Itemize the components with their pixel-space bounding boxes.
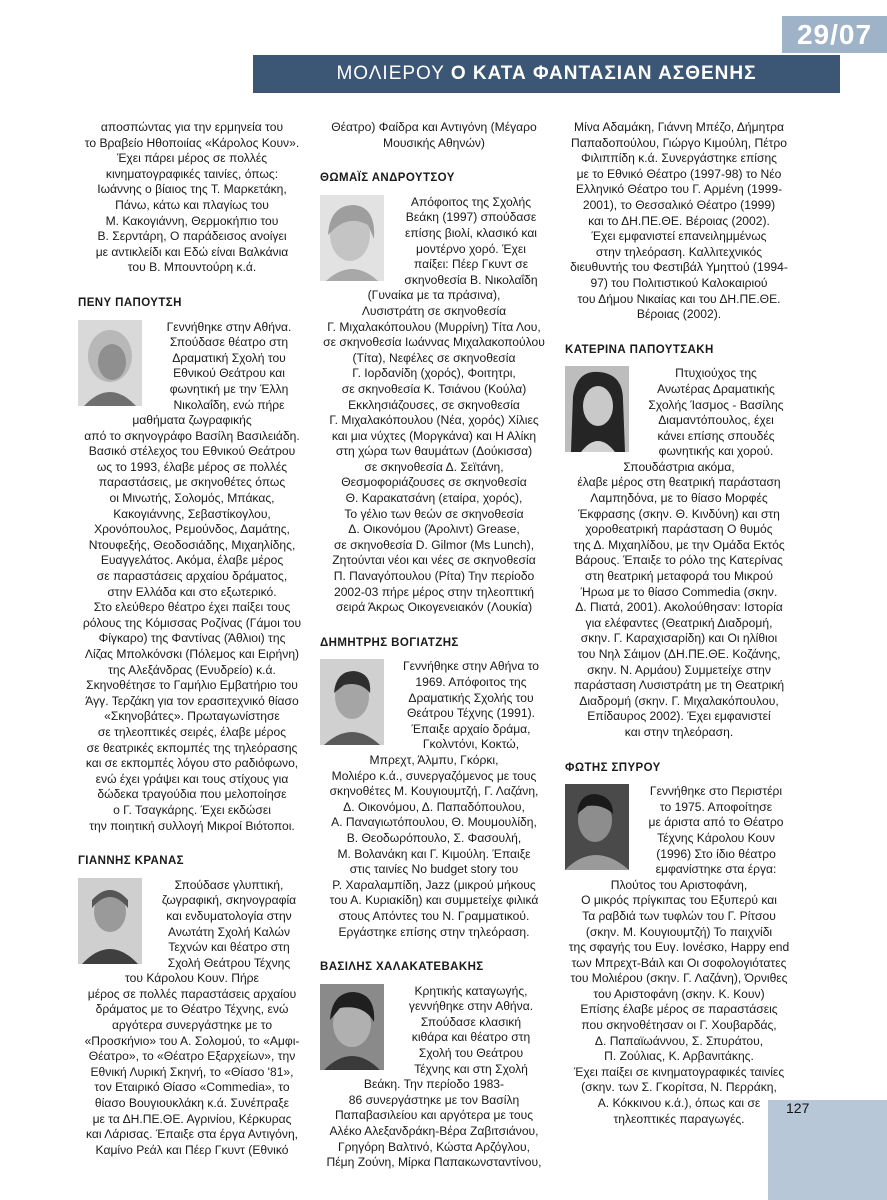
text-line: της Αλεξάνδρας (Ενυδρείο) κ.ά. [108,662,276,677]
text-line: σκηνοθεσία Β. Νικολαΐδη [404,272,538,287]
text-line: Εκκλησιάζουσες, σε σκηνοθεσία [348,397,520,412]
text-line: στην τηλεόραση. Καλλιτεχνικός [595,244,763,259]
portrait-photo [565,784,629,870]
text-line: «Σκηνοβάτες». Πρωταγωνίστησε [104,709,280,724]
text-line: Ανωτέρας Δραματικής [657,381,775,396]
bio-giannis-kranas [78,854,306,1158]
text-line: τον Εταιρικό Θίασο «Commedia», το [94,1080,290,1095]
text-line: Θεάτρου Τέχνης (1991). [406,706,535,721]
text-line: στους Απόντες του Ν. Γραμματικού. [338,908,530,923]
text-line: την ποιητική συλλογή Μικροί Βιότοποι. [89,818,295,833]
bio-name: ΠΕΝΥ ΠΑΠΟΥΤΣΗ [78,296,182,309]
text-line: αργότερα συνεργάστηκε με το [111,1018,273,1033]
text-line: Τέχνης Κάρολου Κουν [657,830,775,845]
text-line: Σχολή Θεάτρου Τέχνης [167,955,291,970]
text-line: παίξει: Πέερ Γκυντ σε [413,257,529,272]
text-line: ενώ έχει γράψει και τους στίχους για [95,771,289,786]
text-line: και μια νύχτες (Μοργκάνα) και Η Αλίκη [331,428,537,443]
text-line: Γ. Μιχαλακόπουλου (Νέα, χορός) Χίλιες [329,413,539,428]
text-line: του Β. Μπουντούρη κ.ά. [127,260,257,275]
text-line: Λυσιστράτη σε σκηνοθεσία [361,303,507,318]
text-line: δράματος με το Θέατρο Τέχνης, ενώ [95,1002,289,1017]
text-line: Καμίνο Ρεάλ και Πέερ Γκυντ (Εθνικό [95,1142,289,1157]
text-line: διευθυντής του Φεστιβάλ Υμηττού (1994- [570,260,788,275]
text-line: της σφαγής του Ευγ. Ιονέσκο, Happy end [568,940,790,955]
text-line: Φιλιππίδη κ.ά. Συνεργάστηκε επίσης [580,151,778,166]
text-line: και ενδυματολογία στην [166,908,292,923]
text-line: Χρονόπουλος, Ρεμούνδος, Δαμάτης, [94,522,290,537]
text-line: Θ. Καρακατσάνη (εταίρα, χορός), [345,491,523,506]
text-line: κιθάρα και θέατρο στη [411,1030,531,1045]
text-line: Ελληνικό Θέατρο του Γ. Αρμένη (1999- [575,182,783,197]
text-line: του Νηλ Σάιμον (ΔΗ.ΠΕ.ΘΕ. Κοζάνης, [577,647,781,661]
text-line: θίασο Βουγιουκλάκη κ.ά. Συνέπραξε [94,1096,290,1111]
text-line: Επίσης έλαβε μέρος σε παραστάσεις [580,1002,778,1017]
text-line: το Βραβείο Ηθοποιίας «Κάρολος Κουν». [84,135,300,150]
text-line: σε σκηνοθεσία D. Gilmor (Ms Lunch), [333,537,535,552]
text-line: σε παραστάσεις αρχαίου δράματος, [96,569,288,584]
text-line: Ζητούνται νέοι και νέες σε σκηνοθεσία [332,553,536,568]
text-line: Έχει πάρει μέρος σε πολλές [116,151,268,166]
text-line: Διαδρομή (σκην. Γ. Μιχαλακόπουλου, [579,693,779,708]
text-line: της Δ. Μιχαηλίδου, με την Ομάδα Εκτός [573,537,785,552]
title-play: Ο ΚΑΤΑ ΦΑΝΤΑΣΙΑΝ ΑΣΘΕΝΗΣ [450,63,757,84]
portrait-photo [78,320,142,406]
text-line: Μουσικής Αθηνών) [383,135,485,150]
text-line: Πτυχιούχος της [675,366,757,381]
text-line: των Μπρεχτ-Βάιλ και Οι σοφολογιότατες [571,955,787,970]
text-line: μοντέρνο χορό. Έχει [416,241,526,256]
text-line: παραστάσεις, με σκηνοθέτες όπως [98,475,286,490]
text-line: σκην. Ν. Αρμάου) Συμμετείχε στην [587,662,771,677]
text-line: Σπούδασε θέατρο στη [169,335,289,350]
text-line: Τα ραβδιά των τυφλών του Γ. Ρίτσου [582,908,776,923]
text-line: ρόλους της Κόμισσας Ροζίνας (Γάμοι του [82,615,302,630]
text-line: με τα ΔΗ.ΠΕ.ΘΕ. Αγρινίου, Κέρκυρας [92,1111,292,1126]
text-line: Αλέκο Αλεξανδράκη-Βέρα Ζαβιτσιάνου, [329,1124,539,1139]
text-line: Ευαγγελάτος. Ακόμα, έλαβε μέρος [100,553,284,568]
text-line: Επίδαυρος 2002). Έχει εμφανιστεί [587,709,771,724]
text-line: Πέμη Ζούνη, Μίρκα Παπακωνσταντίνου, [326,1155,542,1170]
text-line: Απόφοιτος της Σχολής [410,194,532,209]
text-line: κάνει επίσης σπουδές [657,428,775,443]
text-line: Σχολή του Θεάτρου [418,1046,524,1061]
text-line: Δ. Οικονόμου (Άρολιντ) Grease, [348,522,520,537]
text-line: Μ. Βολανάκη και Γ. Κιμούλη. Έπαιξε [337,846,531,861]
portrait-photo [78,878,142,964]
portrait-photo [320,659,384,745]
text-line: σε σκηνοθεσία Δ. Σεϊτάνη, [364,459,504,474]
text-line: κινηματογραφικές ταινίες, όπως: [105,166,279,181]
text-line: χοροθεατρική παράσταση Ο θυμός [585,522,773,537]
text-line: Βέροιας (2002). [636,307,722,322]
text-line: Βεάκη. Την περίοδο 1983- [363,1077,505,1092]
intro-text [78,120,306,276]
text-line: οι Μινωτής, Σολομός, Μπάκας, [109,491,275,506]
text-line: Ντουφεξής, Θεοδοσιάδης, Μιχαηλίδης, [88,537,296,552]
text-line: μαθήματα ζωγραφικής [132,413,252,428]
intro-text [565,120,793,323]
text-line: σε σκηνοθεσία Ιωάννας Μιχαλακοπούλου [323,335,545,350]
text-line: Εργάστηκε επίσης στην τηλεόραση. [338,924,530,939]
column-3 [565,120,793,1127]
text-line: Δ. Παπαϊωάννου, Σ. Σπυράτου, [594,1033,764,1048]
text-line: Δραματική Σχολή του [172,350,286,365]
text-line: Θέατρο», το «Θέατρο Εξαρχείων», την [88,1049,296,1064]
page-tab: 29/07 [782,16,887,53]
page-number: 127 [786,1100,810,1116]
text-line: το 1975. Αποφοίτησε [659,799,773,814]
text-line: Εθνικού Θεάτρου και [173,366,285,381]
text-line: Δ. Οικονόμου, Δ. Παπαδόπουλου, [343,799,525,814]
text-line: Έπαιξε αρχαίο δράμα, [411,721,531,736]
text-line: Βασικό στέλεχος του Εθνικού Θεάτρου [88,444,296,459]
text-line: για ελέφαντες (Θεατρική Διαδρομή, [585,615,773,630]
text-line: από το σκηνογράφο Βασίλη Βασιλειάδη. [84,428,300,443]
text-line: σειρά Άκρως Οικογενειακόν (Λουκία) [335,600,533,615]
text-line: εμφανίστηκε στα έργα: [655,862,777,877]
title-author: ΜΟΛΙΕΡΟΥ [336,63,445,84]
text-line: τηλεοπτικές παραγωγές. [613,1111,745,1126]
portrait-photo [565,366,629,452]
bio-thomais-androutsou [320,171,548,616]
text-line: Λαμπηδόνα, με το θίασο Μορφές [590,491,768,506]
text-line: σε τηλεοπτικές σειρές, έλαβε μέρος [97,724,287,739]
text-line: Σπούδασε γλυπτική, [174,877,284,892]
text-line: γεννήθηκε στην Αθήνα. [408,999,534,1014]
text-line: Βάρους. Έπαιξε το ρόλο της Κατερίνας [575,553,783,568]
text-line: Ιωάννης ο βίαιος της Τ. Μαρκετάκη, [97,182,287,197]
text-line: Πάνω, κάτω και πλαγίως του [115,197,269,212]
text-line: Σπουδάστρια ακόμα, [623,459,735,474]
text-line: φωνητικής και χορού. [658,444,774,459]
text-line: παράσταση Λυσιστράτη με τη Θεατρική [573,678,785,693]
text-line: σε σκηνοθεσία Κ. Τσιάνου (Κούλα) [341,381,527,396]
text-line: Έχει παίξει σε κινηματογραφικές ταινίες [573,1064,785,1079]
bio-peny-papoutsi [78,296,306,834]
text-line: (1996) Στο ίδιο θέατρο [656,846,776,861]
text-line: Γεννήθηκε στην Αθήνα το [402,659,540,674]
text-line: Εθνική Λυρική Σκηνή, το «Θίασο '81», [90,1064,294,1079]
text-line: Έχει εμφανιστεί επανειλημμένως [591,229,767,244]
text-line: Μπρεχτ, Άλμπυ, Γκόρκι, [369,752,499,767]
text-line: μέρος σε πολλές παραστάσεις αρχαίου [87,986,297,1001]
text-line: και στην τηλεόραση. [624,724,734,739]
bio-name: ΔΗΜΗΤΡΗΣ ΒΟΓΙΑΤΖΗΣ [320,636,459,649]
portrait-photo [320,984,384,1070]
text-line: Σχολής Ίασμος - Βασίλης [648,397,784,412]
text-line: σε θεατρικές εκπομπές της τηλεόρασης [86,740,298,755]
text-line: Π. Ζούλιας, Κ. Αρβανιτάκης. [604,1049,754,1064]
text-line: Γεννήθηκε στο Περιστέρι [649,784,783,799]
text-line: ζωγραφική, σκηνογραφία [161,893,297,908]
text-line: ως το 1993, έλαβε μέρος σε πολλές [96,459,288,474]
bio-name: ΦΩΤΗΣ ΣΠΥΡΟΥ [565,761,661,774]
text-line: «Προσκήνιο» του Α. Σολομού, το «Αμφι- [84,1033,300,1048]
text-line: Έκφρασης (σκην. Θ. Κινδύνη) και στη [578,506,780,521]
page-number-box [768,1100,887,1200]
text-line: Δραματικής Σχολής του [408,690,534,705]
text-line: επίσης βιολί, κλασικό και [404,225,537,240]
text-line: Ήρωα με το θίασο Commedia (σκην. [580,584,778,599]
bio-name: ΓΙΑΝΝΗΣ ΚΡΑΝΑΣ [78,855,184,868]
text-line: και Λάρισας. Έπαιξε στα έργα Αντιγόνη, [85,1127,299,1142]
text-line: Μίνα Αδαμάκη, Γιάννη Μπέζο, Δήμητρα [574,120,784,134]
text-line: Δ. Πιατά, 2001). Ακολούθησαν: Ιστορία [575,600,783,615]
text-line: και το ΔΗ.ΠΕ.ΘΕ. Βέροιας (2002). [588,213,770,228]
text-line: του Δήμου Νικαίας και του ΔΗ.ΠΕ.ΘΕ. [577,291,781,306]
text-line: 1969. Απόφοιτος της [415,675,527,689]
text-line: (Γυναίκα με τα πράσινα), [367,288,501,303]
title-band [253,55,840,93]
text-line: ο Γ. Τσαγκάρης. Έχει εκδώσει [113,802,271,817]
bio-name: ΒΑΣΙΛΗΣ ΧΑΛΑΚΑΤΕΒΑΚΗΣ [320,961,484,974]
text-line: Γ. Μιχαλακόπουλου (Μυρρίνη) Τίτα Λου, [327,319,541,334]
text-line: δώδεκα τραγούδια που μελοποίησε [97,787,287,802]
portrait-photo [320,195,384,281]
text-line: Ρ. Χαραλαμπίδη, Jazz (μικρού μήκους [332,877,536,892]
text-line: Παπαδοπούλου, Γιώργο Κιμούλη, Πέτρο [571,135,787,150]
text-line: αποσπώντας για την ερμηνεία του [100,120,284,134]
text-line: Γεννήθηκε στην Αθήνα. [166,319,292,334]
column-2 [320,120,548,1171]
text-line: Κρητικής καταγωγής, [414,983,528,998]
text-line: με αντικλείδι και Εδώ είναι Βαλκάνια [95,244,289,259]
text-line: με άριστα από το Θέατρο [648,815,784,830]
text-line: του Κάρολου Κουν. Πήρε [125,971,259,986]
text-line: Το γέλιο των θεών σε σκηνοθεσία [344,506,524,521]
intro-text [320,120,548,151]
text-line: που σκηνοθέτησαν οι Γ. Χουβαρδάς, [581,1018,777,1033]
text-line: στην Ελλάδα και στο εξωτερικό. [107,584,277,599]
text-line: Βεάκη (1997) σπούδασε [405,210,537,225]
text-line: Σκηνοθέτησε το Γαμήλιο Εμβατήριο του [86,678,298,693]
text-line: Ανωτάτη Σχολή Καλών [167,924,291,939]
text-line: Β. Σερντάρη, Ο παράδεισος ανοίγει [97,229,287,244]
text-line: Φίγκαρο) της Φαντίνας (Άθλιοι) της [98,631,286,646]
text-line: σκην. Γ. Καραχισαρίδη) και Οι ηλίθιοι [580,631,778,646]
text-line: Στο ελεύθερο θέατρο έχει παίξει τους [93,600,291,615]
text-line: με το Εθνικό Θέατρο (1997-98) το Νέο [576,166,782,181]
text-line: έλαβε μέρος στη θεατρική παράσταση [577,475,781,490]
text-line: Σπούδασε κλασική [420,1014,522,1029]
bio-name: ΘΩΜΑΪΣ ΑΝΔΡΟΥΤΣΟΥ [320,172,455,185]
text-line: Τέχνης και στη Σχολή [414,1061,528,1076]
text-line: στη χώρα των θαυμάτων (Δούκισσα) [335,444,533,459]
text-line: Β. Θεοδωρόπουλο, Σ. Φασουλή, [346,830,522,845]
bio-katerina-papoutsaki [565,343,793,741]
bio-name: ΚΑΤΕΡΙΝΑ ΠΑΠΟΥΤΣΑΚΗ [565,343,714,356]
text-line: Άγγ. Τερζάκη για τον ερασιτεχνικό θίασο [85,693,299,708]
text-line: (σκην. των Σ. Γκορίτσα, Ν. Περράκη, [581,1080,777,1095]
text-line: Πλούτος του Αριστοφάνη, [610,877,748,892]
text-line: του Α. Κυριακίδη) και συμμετείχε φιλικά [329,893,539,908]
text-line: 2002-03 πήρε μέρος στην τηλεοπτική [333,584,535,599]
text-line: (σκην. Μ. Κουγιουμτζή) Το παιχνίδι [585,924,773,939]
text-line: (Τίτα), Νεφέλες σε σκηνοθεσία [352,350,516,365]
text-line: και σε εκπομπές λόγου στο ραδιόφωνο, [85,756,299,771]
text-line: στις ταινίες No budget story του [349,862,519,877]
text-line: Α. Κόκκινου κ.ά.), όπως και σε [597,1096,761,1111]
text-line: Τεχνών και θέατρο στη [168,940,290,955]
text-line: 86 συνεργάστηκε με τον Βασίλη [348,1092,520,1107]
text-line: Νικολαΐδη, ενώ πήρε [173,397,285,412]
text-line: Π. Παναγόπουλου (Ρίτα) Την περίοδο [333,569,535,584]
text-line: στη θεατρική μεταφορά του Μικρού [584,569,773,584]
text-line: Διαμαντόπουλος, έχει [658,413,774,428]
text-line: Γ. Ιορδανίδη (χορός), Φοιτητρι, [352,366,516,381]
text-line: του Μολιέρου (σκην. Γ. Λαζάνη), Όρνιθες [570,971,788,986]
text-line: φωνητική με την Έλλη [169,381,289,396]
text-line: Ο μικρός πρίγκιπας του Εξυπερύ και [581,893,777,908]
text-line: Θεσμοφοριάζουσες σε σκηνοθεσία [341,475,527,490]
text-line: Γκολντόνι, Κοκτώ, [422,737,520,752]
text-line: Μολιέρο κ.ά., συνεργαζόμενος με τους [331,768,537,783]
bio-dimitris-vogiatzis [320,636,548,940]
bio-fotis-spyrou [565,761,793,1128]
text-line: Λίζας Μπολκόνσκι (Πόλεμος και Ειρήνη) [84,647,300,661]
text-line: 97) του Πολιτιστικού Καλοκαιριού [590,275,768,290]
text-line: του Αριστοφάνη (σκην. Κ. Κουν) [593,986,765,1001]
bio-vasilis-chalakatevakis [320,960,548,1171]
column-1 [78,120,306,1158]
text-line: Α. Παναγιωτόπουλου, Θ. Μουμουλίδη, [331,815,537,830]
text-line: Θέατρο) Φαίδρα και Αντιγόνη (Μέγαρο [331,120,537,134]
text-line: σκηνοθέτες Μ. Κουγιουμτζή, Γ. Λαζάνη, [329,784,539,799]
text-line: Γρηγόρη Βαλτινό, Κώστα Αρζόγλου, [338,1139,530,1154]
text-line: Κακογιάννης, Σεβαστίκογλου, [113,506,271,521]
text-line: 2001), το Θεσσαλικό Θέατρο (1999) [582,197,776,212]
text-line: Μ. Κακογιάννη, Θερμοκήπιο του [105,213,279,228]
text-line: Παπαβασιλείου και αργότερα με τους [334,1108,534,1123]
